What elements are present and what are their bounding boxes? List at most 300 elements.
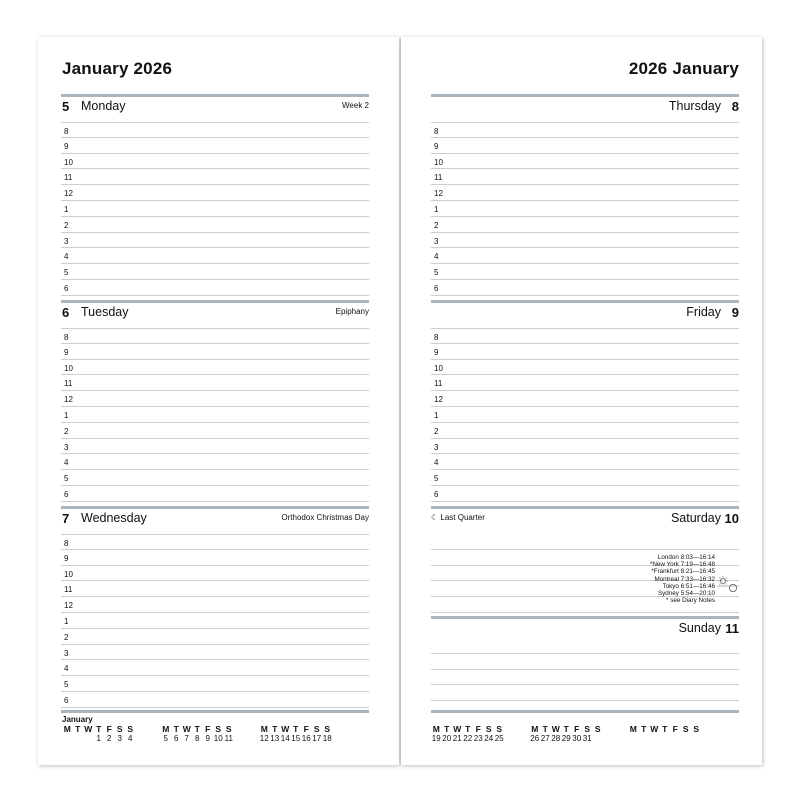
day-rule <box>61 506 369 509</box>
day-name: Wednesday <box>81 511 147 525</box>
mini-calendar-day-column <box>301 724 312 744</box>
day-block-sunday <box>431 616 739 710</box>
hour-label: 8 <box>434 127 439 136</box>
day-header <box>431 305 739 321</box>
hour-label: 5 <box>434 474 439 484</box>
mini-calendar-weekday: S <box>682 724 689 734</box>
hour-lines <box>61 122 369 296</box>
mini-calendar-day-column <box>530 724 541 744</box>
mini-calendar-day-column <box>280 724 291 744</box>
hour-row[interactable] <box>431 407 739 423</box>
day-number: 5 <box>62 99 70 114</box>
holiday-note: Orthodox Christmas Day <box>281 513 369 522</box>
mini-calendar-weekday: S <box>324 724 331 734</box>
mini-calendar-day-column <box>213 724 224 744</box>
mini-calendar-weekday: S <box>693 724 700 734</box>
hour-label: 2 <box>434 220 439 230</box>
day-header <box>431 621 739 637</box>
mini-calendar-day-column <box>593 724 604 744</box>
hour-label: 10 <box>434 157 443 167</box>
hour-row[interactable] <box>431 375 739 391</box>
mini-calendar-weekday: T <box>465 724 471 734</box>
mini-calendar-right <box>431 724 727 744</box>
mini-calendar-weekday: F <box>303 724 309 734</box>
hour-label: 6 <box>64 283 69 293</box>
mini-calendar-weekday: S <box>116 724 123 734</box>
mini-calendar-day-column <box>628 724 639 744</box>
mini-calendar-day-column <box>431 724 442 744</box>
hour-label: 12 <box>64 601 73 611</box>
holiday-note: Epiphany <box>335 307 369 316</box>
hour-label: 9 <box>64 141 69 151</box>
mini-calendar-weekday: T <box>272 724 278 734</box>
day-header <box>61 511 369 527</box>
mini-calendar-day-column <box>551 724 562 744</box>
mini-calendar-date: 31 <box>582 734 592 743</box>
hour-lines <box>431 328 739 502</box>
day-name: Thursday <box>668 99 721 113</box>
hour-row[interactable] <box>431 344 739 360</box>
writing-line[interactable] <box>431 654 739 670</box>
hour-row[interactable] <box>431 185 739 201</box>
mini-calendar-day-column <box>681 724 692 744</box>
mini-calendar-weekday: W <box>551 724 560 734</box>
hour-lines <box>431 122 739 296</box>
hour-row[interactable] <box>61 470 369 486</box>
day-rule <box>431 94 739 97</box>
mini-calendar-day-column <box>473 724 484 744</box>
hour-label: 2 <box>434 426 439 436</box>
mini-calendar-date: 11 <box>224 734 233 743</box>
hour-label: 11 <box>64 173 73 183</box>
mini-calendar-day-column <box>442 724 453 744</box>
mini-calendar-date: 3 <box>117 734 122 743</box>
mini-calendar-date: 24 <box>484 734 494 743</box>
moon-icon: ☾ <box>431 513 439 522</box>
mini-calendar-weekday: S <box>594 724 601 734</box>
hour-row[interactable] <box>431 154 739 170</box>
hour-row[interactable] <box>431 328 739 344</box>
writing-line[interactable] <box>431 534 739 550</box>
hour-label: 10 <box>64 569 73 579</box>
day-header <box>431 99 739 115</box>
mini-calendar-date: 14 <box>280 734 290 743</box>
hour-row[interactable] <box>431 454 739 470</box>
day-block-wednesday <box>61 506 369 712</box>
mini-calendar-week <box>628 724 702 744</box>
hour-row[interactable] <box>431 439 739 455</box>
hour-label: 2 <box>64 426 69 436</box>
hour-label: 1 <box>434 410 439 420</box>
mini-calendar-month: January <box>62 715 93 724</box>
hour-label: 5 <box>64 680 69 690</box>
sunrise-sunset-icon <box>717 576 739 594</box>
day-number: 11 <box>725 621 739 636</box>
mini-calendar-weekday: T <box>293 724 299 734</box>
mini-calendar-date: 21 <box>452 734 462 743</box>
day-name: Sunday <box>678 621 721 635</box>
mini-calendar-weekday: W <box>182 724 191 734</box>
mini-calendar-weekday: T <box>662 724 668 734</box>
mini-calendar-weekday: F <box>106 724 112 734</box>
hour-row[interactable] <box>61 201 369 217</box>
sun-time-line: *New York 7:19—16:48 <box>649 561 715 569</box>
day-number: 10 <box>724 511 739 526</box>
hour-label: 11 <box>434 173 443 183</box>
writing-line[interactable] <box>431 670 739 686</box>
mini-calendar-week <box>530 724 604 744</box>
day-block-friday <box>431 300 739 506</box>
mini-calendar-day-column <box>161 724 172 744</box>
hour-row[interactable] <box>61 581 369 597</box>
mini-calendar-weekday: S <box>313 724 320 734</box>
hour-lines <box>61 534 369 708</box>
hour-label: 8 <box>434 333 439 342</box>
hour-row[interactable] <box>61 407 369 423</box>
mini-calendar-date: 7 <box>184 734 189 743</box>
mini-calendar-day-column <box>182 724 193 744</box>
mini-calendar-day-column <box>270 724 281 744</box>
mini-calendar-week <box>62 724 136 744</box>
mini-calendar-day-column <box>125 724 136 744</box>
day-name: Tuesday <box>81 305 129 319</box>
hour-row[interactable] <box>61 534 369 550</box>
mini-calendar-day-column <box>115 724 126 744</box>
mini-calendar-date: 1 <box>96 734 101 743</box>
bottom-rule <box>61 710 369 713</box>
mini-calendar-day-column <box>484 724 495 744</box>
day-header <box>61 99 369 115</box>
mini-calendar-date: 23 <box>473 734 483 743</box>
day-rule <box>61 94 369 97</box>
hour-row[interactable] <box>61 360 369 376</box>
hour-label: 6 <box>64 489 69 499</box>
hour-label: 5 <box>64 268 69 278</box>
mini-calendar-date: 12 <box>259 734 269 743</box>
mini-calendar-weekday: W <box>453 724 462 734</box>
mini-calendar-weekday: T <box>75 724 81 734</box>
mini-calendar-weekday: T <box>444 724 450 734</box>
hour-row[interactable] <box>61 233 369 249</box>
hour-label: 1 <box>64 410 69 420</box>
hour-row[interactable] <box>61 248 369 264</box>
mini-calendar-day-column <box>104 724 115 744</box>
mini-calendar-weekday: M <box>260 724 268 734</box>
mini-calendar-weekday: T <box>173 724 179 734</box>
hour-label: 11 <box>434 379 443 389</box>
mini-calendar-date: 8 <box>195 734 200 743</box>
mini-calendar-weekday: T <box>641 724 647 734</box>
hour-row[interactable] <box>431 217 739 233</box>
hour-row[interactable] <box>61 154 369 170</box>
day-rule <box>61 300 369 303</box>
hour-label: 4 <box>434 252 439 262</box>
mini-calendar-weekday: M <box>63 724 71 734</box>
mini-calendar-day-column <box>62 724 73 744</box>
mini-calendar-date: 9 <box>205 734 210 743</box>
mini-calendar-weekday: T <box>96 724 102 734</box>
day-rule <box>431 506 739 509</box>
mini-calendar-date: 25 <box>494 734 504 743</box>
mini-calendar-weekday: M <box>629 724 637 734</box>
mini-calendar-week <box>431 724 505 744</box>
sun-time-line: *Frankfurt 8:21—16:45 <box>651 568 715 576</box>
mini-calendar-day-column <box>561 724 572 744</box>
day-block-saturday <box>431 506 739 616</box>
mini-calendar-date: 5 <box>163 734 168 743</box>
hour-row[interactable] <box>61 375 369 391</box>
sun-time-line: Sydney 5:54—20:10 <box>657 590 715 598</box>
hour-label: 8 <box>64 333 69 342</box>
hour-row[interactable] <box>61 264 369 280</box>
day-number: 8 <box>731 99 739 114</box>
hour-row[interactable] <box>61 692 369 708</box>
mini-calendar-day-column <box>649 724 660 744</box>
hour-row[interactable] <box>61 660 369 676</box>
mini-calendar-date: 15 <box>291 734 301 743</box>
hour-row[interactable] <box>61 645 369 661</box>
mini-calendar-day-column <box>463 724 474 744</box>
hour-label: 8 <box>64 539 69 548</box>
hour-label: 12 <box>64 189 73 199</box>
hour-label: 1 <box>434 204 439 214</box>
mini-calendar-weekday: W <box>84 724 93 734</box>
hour-label: 6 <box>434 283 439 293</box>
bottom-rule <box>431 710 739 713</box>
right-month-title: 2026 January <box>628 59 739 78</box>
sun-time-line: Montreal 7:33—16:32 <box>654 575 715 583</box>
day-number: 9 <box>731 305 739 320</box>
hour-label: 3 <box>64 648 69 658</box>
mini-calendar-weekday: F <box>672 724 678 734</box>
mini-calendar-day-column <box>691 724 702 744</box>
left-month-title: January 2026 <box>62 59 173 78</box>
mini-calendar-weekday: S <box>496 724 503 734</box>
mini-calendar-day-column <box>572 724 583 744</box>
mini-calendar-day-column <box>322 724 333 744</box>
hour-row[interactable] <box>61 613 369 629</box>
mini-calendar-day-column <box>94 724 105 744</box>
mini-calendar-day-column <box>224 724 235 744</box>
mini-calendar-weeks <box>62 724 358 744</box>
mini-calendar-date: 10 <box>213 734 223 743</box>
mini-calendar-date: 27 <box>540 734 550 743</box>
hour-row[interactable] <box>61 391 369 407</box>
hour-row[interactable] <box>61 328 369 344</box>
hour-row[interactable] <box>61 597 369 613</box>
hour-label: 12 <box>64 395 73 405</box>
mini-calendar-date: 6 <box>174 734 179 743</box>
mini-calendar-date: 19 <box>431 734 441 743</box>
hour-label: 11 <box>64 379 73 389</box>
mini-calendar-day-column <box>639 724 650 744</box>
hour-label: 3 <box>64 442 69 452</box>
mini-calendar-day-column <box>582 724 593 744</box>
mini-calendar-weekday: S <box>584 724 591 734</box>
hour-row[interactable] <box>61 122 369 138</box>
mini-calendar-date: 18 <box>322 734 332 743</box>
sunrise-sunset-times <box>650 554 715 604</box>
hour-label: 10 <box>64 157 73 167</box>
mini-calendar-weekday: S <box>225 724 232 734</box>
mini-calendar-weekday: T <box>542 724 548 734</box>
mini-calendar-weekday: M <box>531 724 539 734</box>
hour-row[interactable] <box>61 439 369 455</box>
mini-calendar-weekday: W <box>650 724 659 734</box>
hour-label: 12 <box>434 189 443 199</box>
moon-phase-note <box>431 513 485 522</box>
mini-calendar-week <box>259 724 333 744</box>
hour-label: 3 <box>434 442 439 452</box>
mini-calendar-date: 26 <box>530 734 540 743</box>
hour-label: 9 <box>64 553 69 563</box>
hour-row[interactable] <box>61 280 369 296</box>
day-number: 7 <box>62 511 70 526</box>
mini-calendar-date: 16 <box>301 734 311 743</box>
writing-line[interactable] <box>431 685 739 701</box>
mini-calendar-day-column <box>192 724 203 744</box>
left-page <box>38 37 399 765</box>
hour-row[interactable] <box>431 391 739 407</box>
hour-row[interactable] <box>431 233 739 249</box>
sun-time-line: London 8:03—16:14 <box>657 554 715 561</box>
mini-calendar-weekday: M <box>432 724 440 734</box>
mini-calendar-date: 2 <box>107 734 112 743</box>
day-rule <box>431 616 739 619</box>
mini-calendar-weekday: S <box>485 724 492 734</box>
hour-row[interactable] <box>61 454 369 470</box>
hour-label: 6 <box>64 695 69 705</box>
blank-lines <box>431 638 739 701</box>
mini-calendar-day-column <box>171 724 182 744</box>
hour-row[interactable] <box>431 280 739 296</box>
mini-calendar-day-column <box>291 724 302 744</box>
hour-row[interactable] <box>431 423 739 439</box>
mini-calendar-day-column <box>73 724 84 744</box>
hour-row[interactable] <box>61 629 369 645</box>
day-name: Saturday <box>670 511 721 525</box>
mini-calendar-day-column <box>203 724 214 744</box>
hour-label: 5 <box>64 474 69 484</box>
mini-calendar-weekday: M <box>162 724 170 734</box>
mini-calendar-date: 4 <box>128 734 133 743</box>
hour-label: 9 <box>64 347 69 357</box>
hour-row[interactable] <box>61 566 369 582</box>
hour-label: 4 <box>64 252 69 262</box>
hour-label: 10 <box>434 363 443 373</box>
day-rule <box>431 300 739 303</box>
week-number-note: Week 2 <box>342 101 369 110</box>
day-name: Monday <box>81 99 126 113</box>
hour-row[interactable] <box>61 138 369 154</box>
mini-calendar-weekday: T <box>563 724 569 734</box>
hour-row[interactable] <box>61 217 369 233</box>
mini-calendar-weekday: F <box>475 724 481 734</box>
hour-lines <box>61 328 369 502</box>
day-block-thursday <box>431 94 739 300</box>
mini-calendar-week <box>161 724 235 744</box>
mini-calendar-date: 13 <box>270 734 280 743</box>
mini-calendar-date: 17 <box>312 734 322 743</box>
mini-calendar-day-column <box>660 724 671 744</box>
mini-calendar-weekday: W <box>281 724 290 734</box>
mini-calendar-weekday: F <box>205 724 211 734</box>
mini-calendar-day-column <box>312 724 323 744</box>
hour-label: 9 <box>434 141 439 151</box>
mini-calendar-weekday: S <box>215 724 222 734</box>
mini-calendar-day-column <box>494 724 505 744</box>
mini-calendar-date: 29 <box>561 734 571 743</box>
mini-calendar-date: 20 <box>442 734 452 743</box>
hour-label: 12 <box>434 395 443 405</box>
mini-calendar-day-column <box>540 724 551 744</box>
mini-calendar-day-column <box>259 724 270 744</box>
hour-row[interactable] <box>431 486 739 502</box>
hour-row[interactable] <box>61 169 369 185</box>
hour-row[interactable] <box>431 169 739 185</box>
day-header <box>61 305 369 321</box>
hour-label: 2 <box>64 220 69 230</box>
hour-label: 1 <box>64 204 69 214</box>
hour-row[interactable] <box>431 138 739 154</box>
mini-calendar-left <box>62 716 358 744</box>
day-header <box>431 511 739 527</box>
hour-row[interactable] <box>61 344 369 360</box>
hour-row[interactable] <box>431 264 739 280</box>
hour-label: 8 <box>64 127 69 136</box>
hour-label: 11 <box>64 585 73 595</box>
hour-row[interactable] <box>431 470 739 486</box>
hour-label: 5 <box>434 268 439 278</box>
mini-calendar-date: 28 <box>551 734 561 743</box>
sun-time-line: * see Diary Notes <box>666 597 715 605</box>
hour-row[interactable] <box>431 122 739 138</box>
hour-row[interactable] <box>61 185 369 201</box>
mini-calendar-weekday: F <box>574 724 580 734</box>
sun-time-line: Tokyo 6:51—16:46 <box>662 582 715 590</box>
hour-label: 4 <box>64 458 69 468</box>
day-number: 6 <box>62 305 70 320</box>
hour-label: 6 <box>434 489 439 499</box>
day-name: Friday <box>686 305 721 319</box>
hour-label: 4 <box>434 458 439 468</box>
mini-calendar-date: 22 <box>463 734 473 743</box>
hour-label: 9 <box>434 347 439 357</box>
hour-row[interactable] <box>431 201 739 217</box>
hour-label: 10 <box>64 363 73 373</box>
mini-calendar-weekday: T <box>194 724 200 734</box>
hour-row[interactable] <box>61 486 369 502</box>
hour-row[interactable] <box>61 550 369 566</box>
hour-row[interactable] <box>61 423 369 439</box>
mini-calendar-weeks <box>431 724 727 744</box>
mini-calendar-weekday: S <box>127 724 134 734</box>
mini-calendar-day-column <box>83 724 94 744</box>
day-block-tuesday <box>61 300 369 506</box>
mini-calendar-day-column <box>452 724 463 744</box>
hour-row[interactable] <box>431 248 739 264</box>
day-block-monday <box>61 94 369 300</box>
mini-calendar-day-column <box>670 724 681 744</box>
hour-row[interactable] <box>431 360 739 376</box>
moon-phase-label: Last Quarter <box>440 513 485 522</box>
hour-label: 3 <box>434 236 439 246</box>
hour-row[interactable] <box>61 676 369 692</box>
mini-calendar-date: 30 <box>572 734 582 743</box>
hour-label: 2 <box>64 632 69 642</box>
writing-line[interactable] <box>431 638 739 654</box>
hour-label: 4 <box>64 664 69 674</box>
